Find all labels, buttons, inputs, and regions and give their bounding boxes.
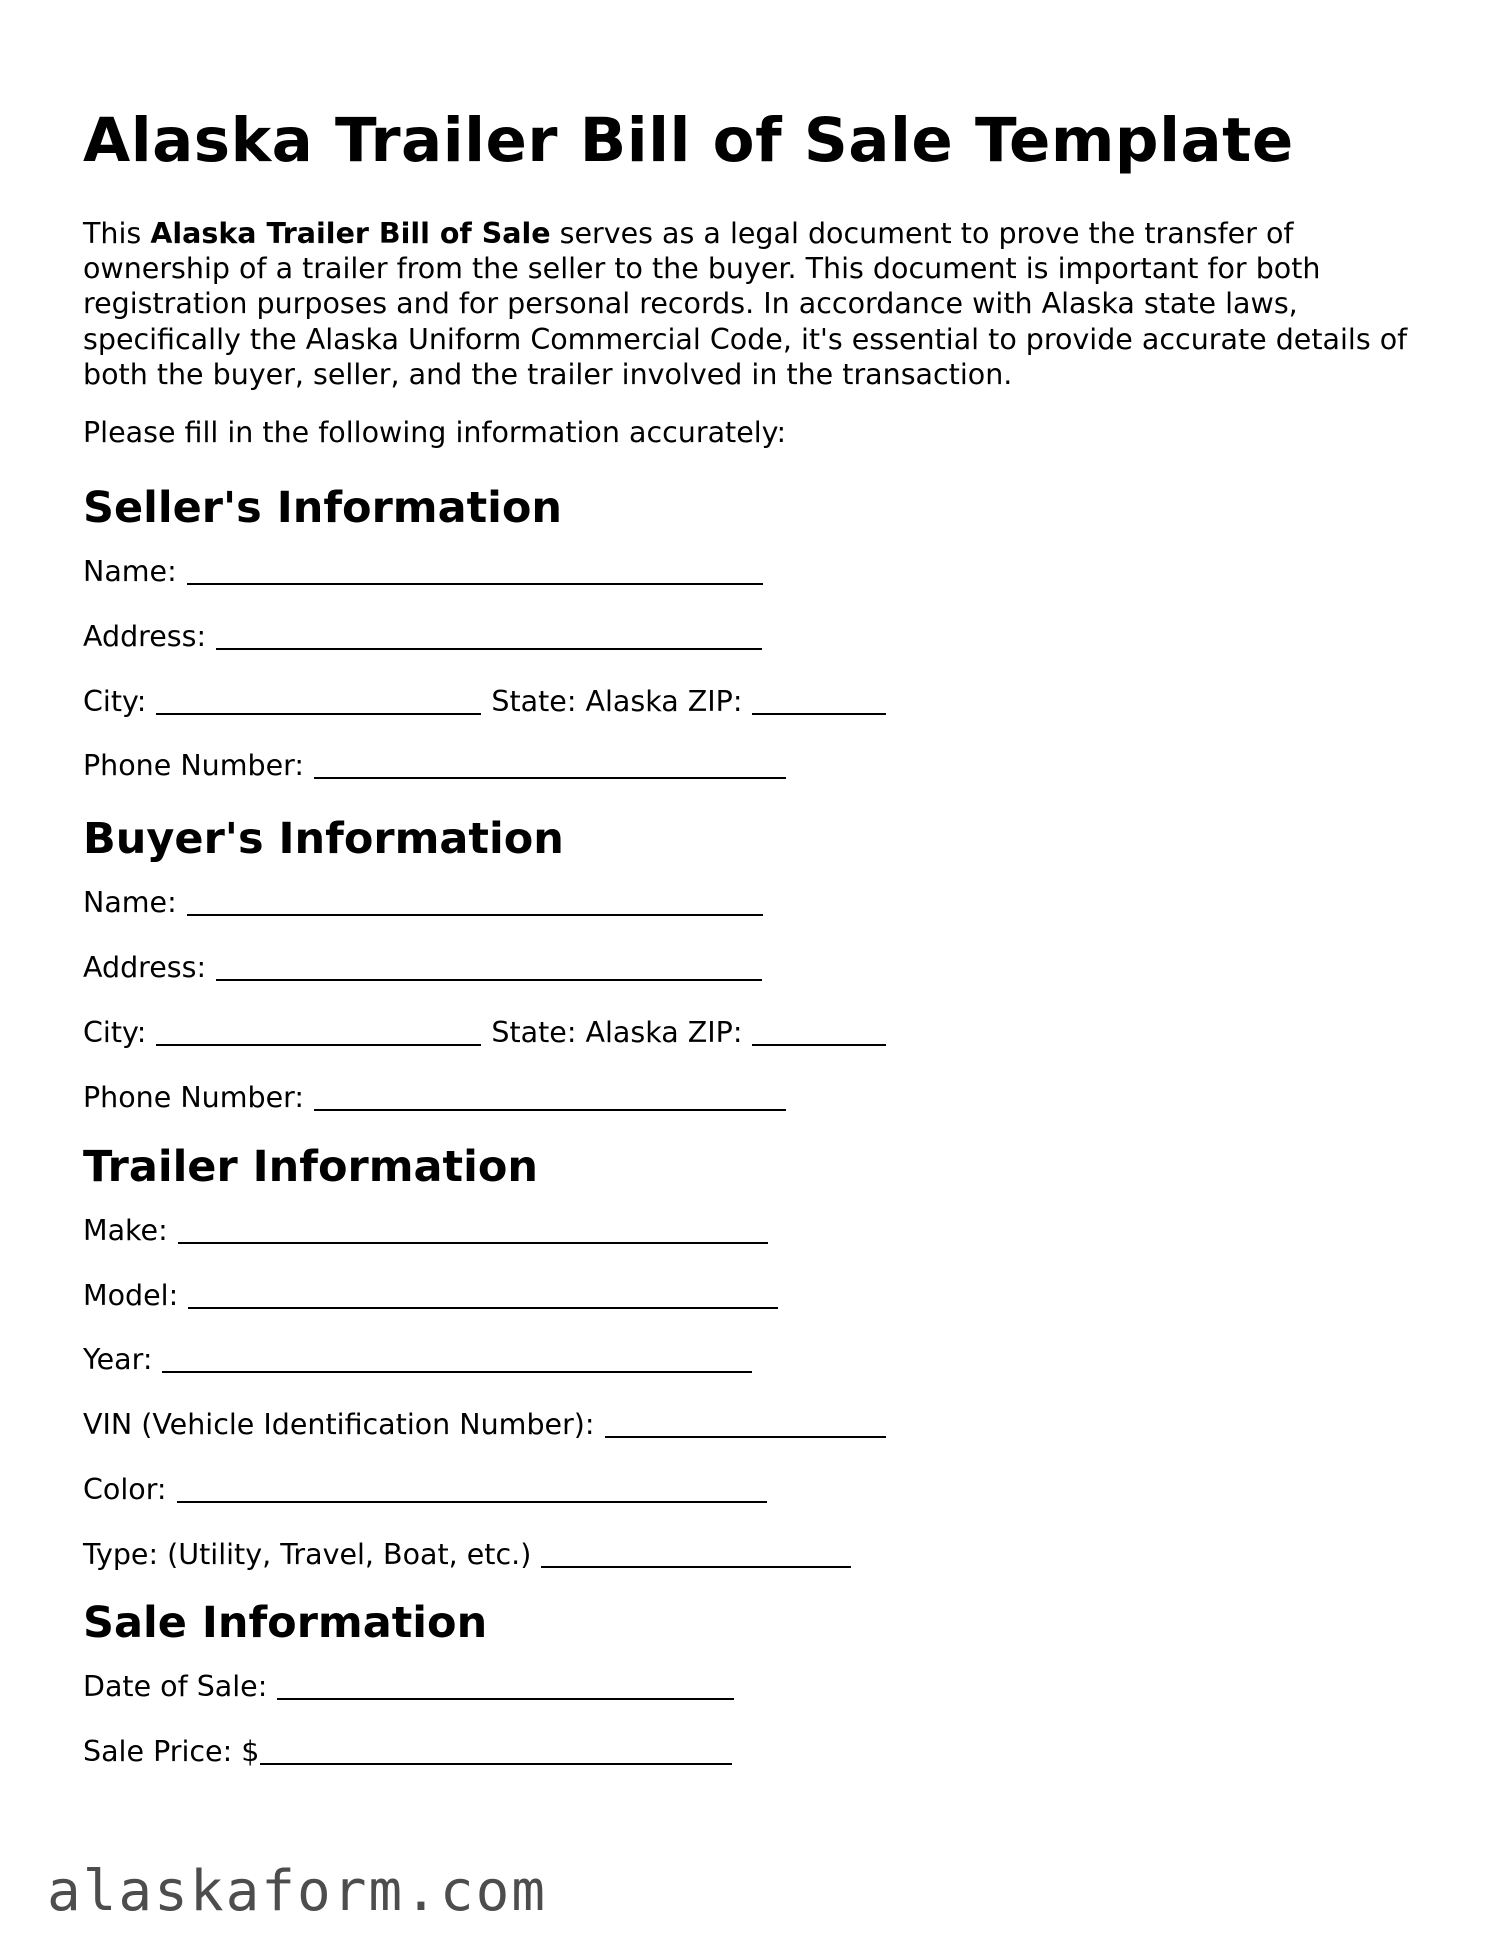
trailer-model-blank[interactable] (188, 1283, 778, 1309)
seller-name-label: Name: (83, 555, 177, 589)
site-watermark: alaskaform.com (47, 1859, 548, 1924)
trailer-model-label: Model: (83, 1278, 179, 1312)
trailer-type-blank[interactable] (541, 1542, 851, 1568)
trailer-type-label: Type: (Utility, Travel, Boat, etc.) (83, 1537, 532, 1571)
buyer-phone-blank[interactable] (314, 1085, 786, 1111)
seller-phone-label: Phone Number: (83, 749, 304, 783)
buyer-heading: Buyer's Information (83, 814, 564, 865)
buyer-city-label: City: (83, 1016, 147, 1049)
trailer-make-label: Make: (83, 1213, 168, 1247)
trailer-color-row (83, 1472, 1423, 1507)
seller-name-blank[interactable] (187, 559, 763, 585)
trailer-model-row (83, 1278, 1423, 1313)
trailer-color-label: Color: (83, 1472, 167, 1506)
trailer-vin-row (83, 1407, 1423, 1442)
trailer-year-label: Year: (83, 1343, 153, 1377)
trailer-year-blank[interactable] (162, 1347, 752, 1373)
trailer-vin-label: VIN (Vehicle Identification Number): (83, 1408, 595, 1442)
buyer-state-label: State: Alaska (491, 1016, 679, 1049)
seller-city-row (83, 684, 1423, 719)
sale-date-row (83, 1669, 1423, 1704)
seller-city-label: City: (83, 684, 147, 718)
seller-phone-row (83, 748, 1423, 783)
buyer-zip-blank[interactable] (752, 1020, 886, 1046)
trailer-make-blank[interactable] (178, 1218, 768, 1244)
intro-paragraph (83, 216, 1423, 392)
buyer-city-row (83, 1015, 1423, 1050)
seller-address-label: Address: (83, 619, 207, 653)
intro-bold-term: Alaska Trailer Bill of Sale (150, 217, 551, 250)
buyer-zip-label: ZIP: (687, 1016, 743, 1049)
intro-lead: This (83, 217, 151, 250)
seller-zip-blank[interactable] (752, 689, 886, 715)
seller-name-row (83, 554, 1423, 589)
sale-price-row (83, 1734, 1423, 1769)
intro-rest: serves as a legal document to prove the transfer of ownership of a trailer from the seller to the buyer. This document is important for both registration purposes and for personal records. In accordance with Alaska state laws, specifically the Alaska Uniform Commercial Code, it's essential to provide accurate details of both the buyer, seller, and the trailer involved in the transaction. (83, 217, 1408, 391)
trailer-type-row (83, 1537, 1423, 1572)
seller-phone-blank[interactable] (314, 753, 786, 779)
fill-instruction: Please fill in the following information accurately: (83, 416, 787, 450)
trailer-color-blank[interactable] (177, 1477, 767, 1503)
sale-date-blank[interactable] (277, 1674, 734, 1700)
sale-price-label: Sale Price: $ (83, 1734, 260, 1768)
buyer-section (83, 813, 1423, 1114)
buyer-address-row (83, 950, 1423, 985)
trailer-section (83, 1141, 1423, 1572)
document-page (83, 95, 1423, 1769)
trailer-vin-blank[interactable] (605, 1412, 886, 1438)
buyer-name-label: Name: (83, 886, 177, 920)
buyer-phone-row (83, 1080, 1423, 1115)
sale-date-label: Date of Sale: (83, 1669, 268, 1703)
sale-price-blank[interactable] (260, 1739, 732, 1765)
trailer-make-row (83, 1213, 1423, 1248)
buyer-phone-label: Phone Number: (83, 1080, 304, 1114)
seller-address-row (83, 619, 1423, 654)
buyer-address-label: Address: (83, 951, 207, 985)
buyer-city-blank[interactable] (156, 1020, 481, 1046)
trailer-year-row (83, 1342, 1423, 1377)
seller-state-label: State: Alaska (491, 684, 679, 718)
buyer-name-blank[interactable] (187, 890, 763, 916)
seller-zip-label: ZIP: (687, 684, 743, 718)
seller-city-blank[interactable] (156, 689, 481, 715)
trailer-heading: Trailer Information (83, 1141, 538, 1192)
seller-heading: Seller's Information (83, 483, 563, 534)
page-title: Alaska Trailer Bill of Sale Template (83, 105, 1294, 176)
seller-address-blank[interactable] (216, 624, 762, 650)
buyer-address-blank[interactable] (216, 955, 762, 981)
sale-section (83, 1597, 1423, 1769)
seller-section (83, 482, 1423, 783)
buyer-name-row (83, 885, 1423, 920)
sale-heading: Sale Information (83, 1597, 488, 1648)
